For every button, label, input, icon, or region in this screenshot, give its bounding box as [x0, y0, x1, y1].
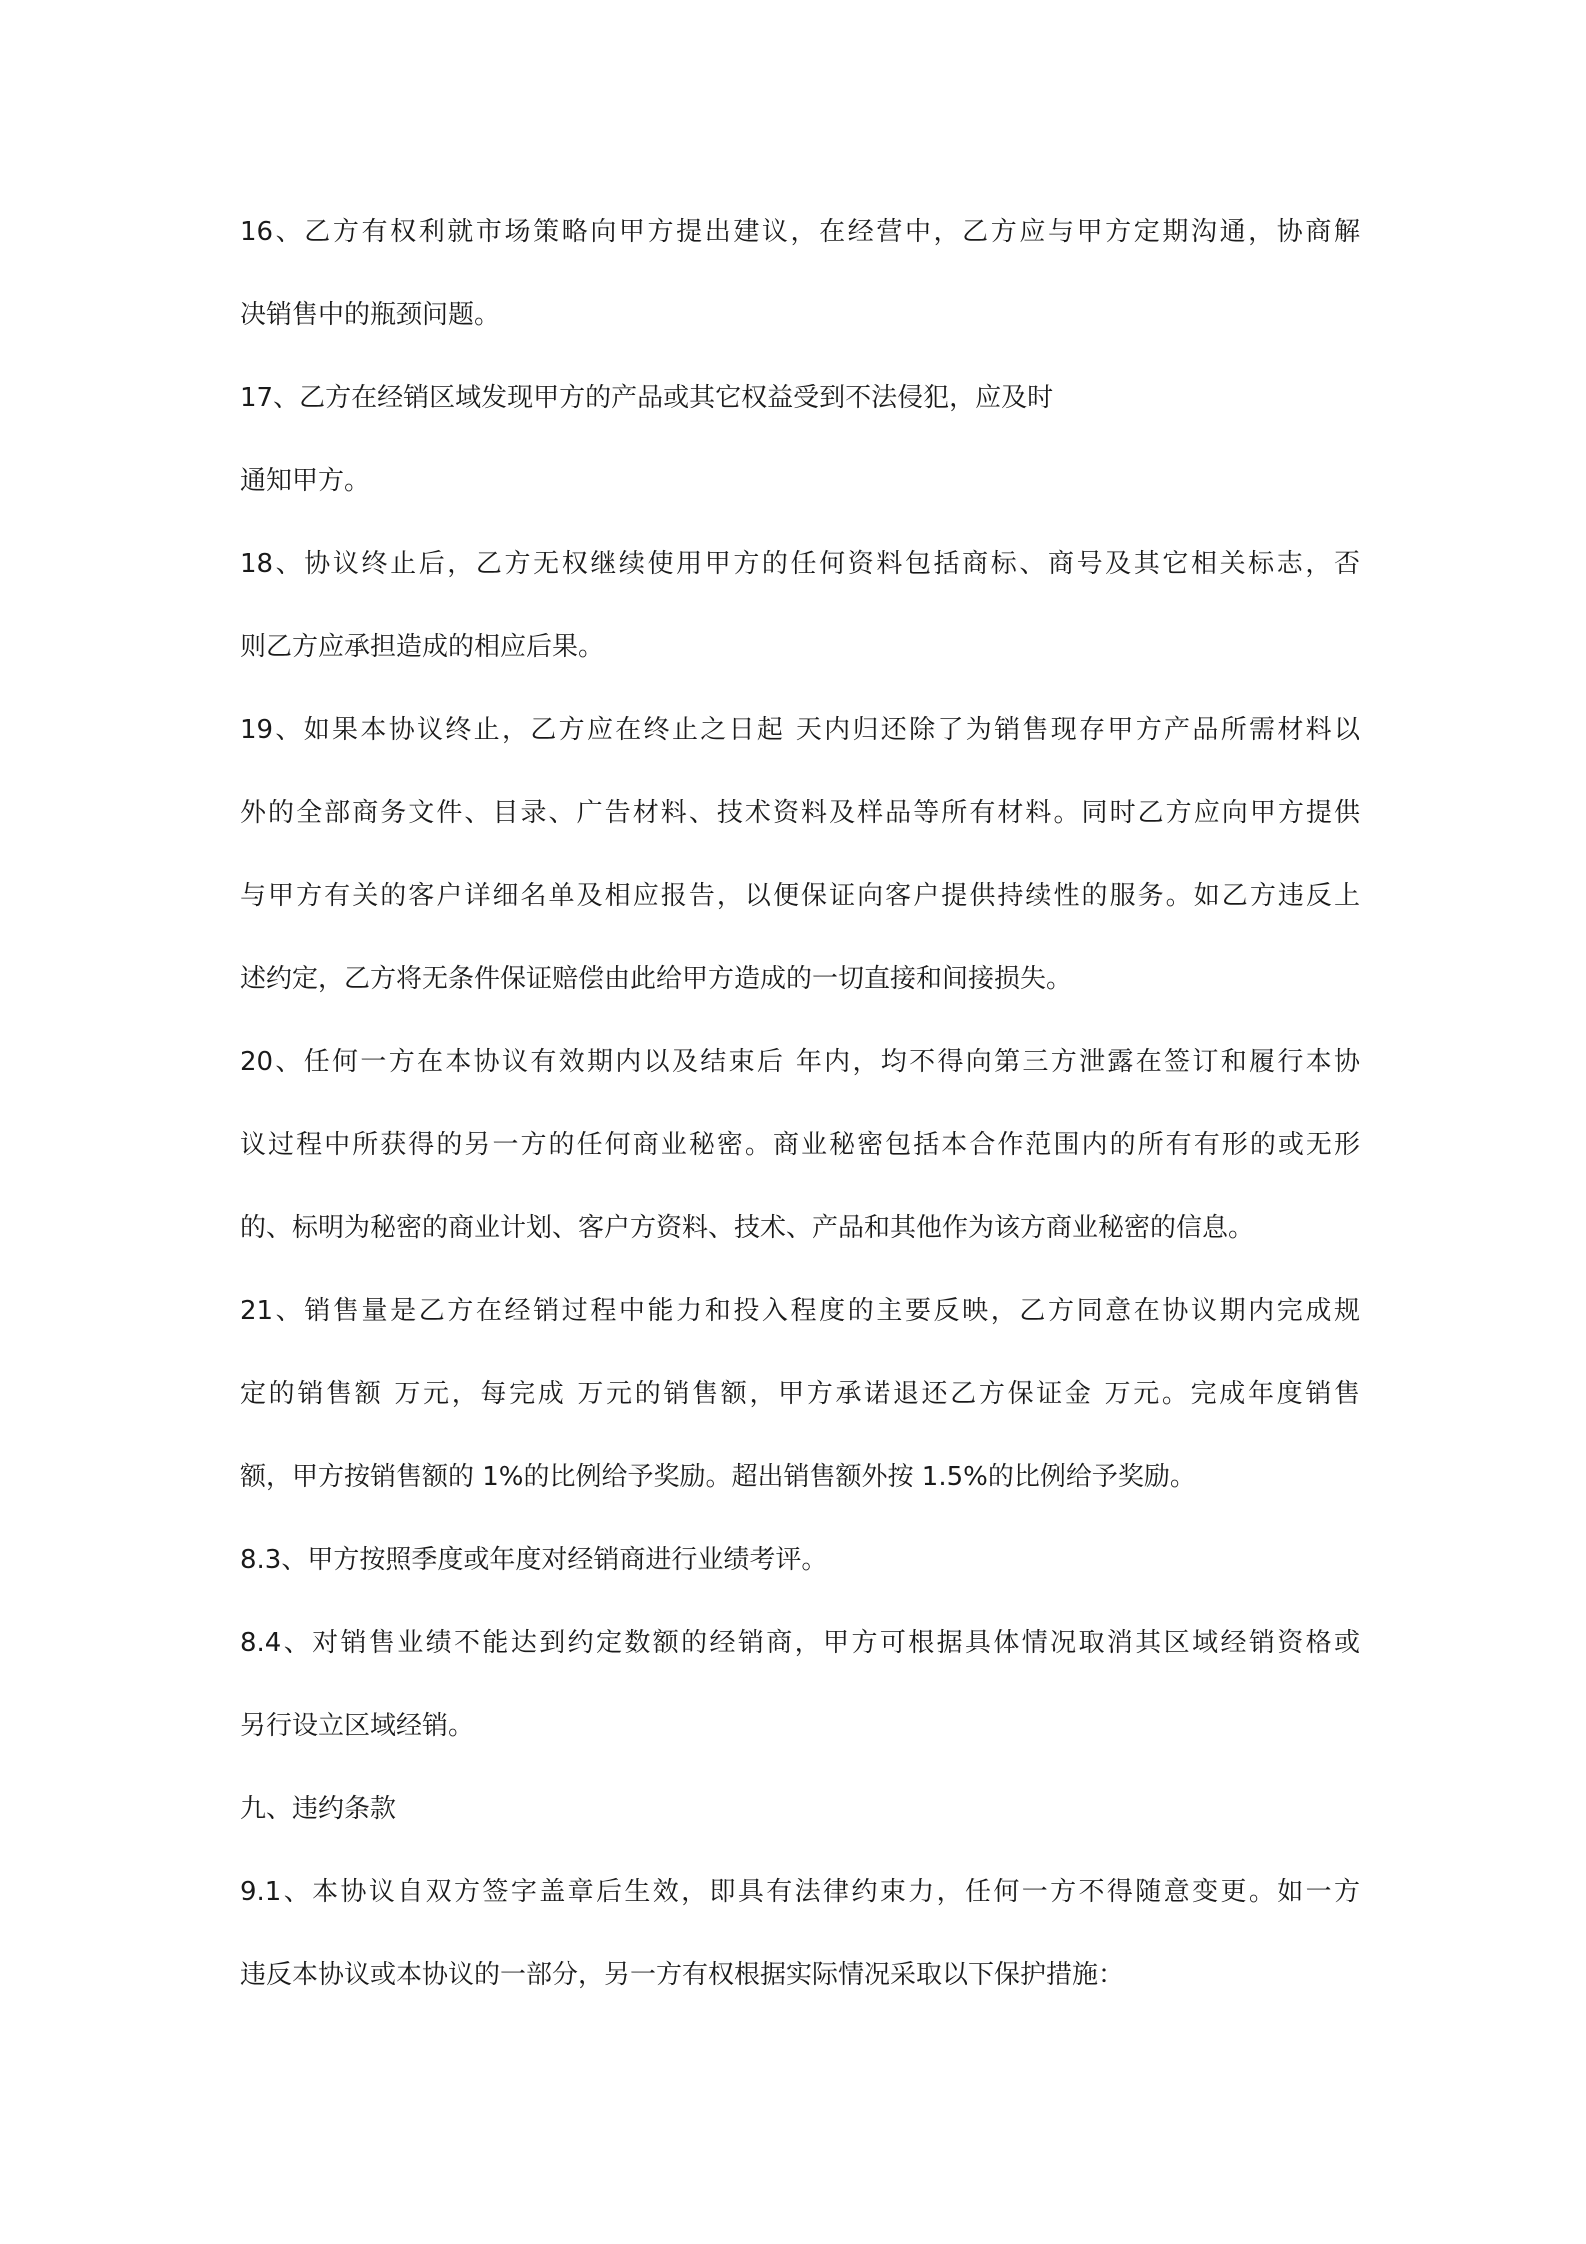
text-line: 额，甲方按销售额的 1%的比例给予奖励。超出销售额外按 1.5%的比例给予奖励。 — [240, 1462, 1196, 1492]
text-line: 述约定，乙方将无条件保证赔偿由此给甲方造成的一切直接和间接损失。 — [240, 964, 1073, 994]
text-line: 违反本协议或本协议的一部分，另一方有权根据实际情况采取以下保护措施： — [240, 1960, 1125, 1990]
text-line: 与甲方有关的客户详细名单及相应报告，以便保证向客户提供持续性的服务。如乙方违反上 — [240, 881, 1360, 911]
text-line: 19、如果本协议终止，乙方应在终止之日起 天内归还除了为销售现存甲方产品所需材料以 — [240, 715, 1360, 745]
text-line: 通知甲方。 — [240, 466, 371, 496]
text-line: 决销售中的瓶颈问题。 — [240, 300, 501, 330]
text-line: 16、乙方有权利就市场策略向甲方提出建议，在经营中，乙方应与甲方定期沟通，协商解 — [240, 217, 1360, 247]
text-line: 另行设立区域经销。 — [240, 1711, 475, 1741]
text-line: 8.3、甲方按照季度或年度对经销商进行业绩考评。 — [240, 1545, 828, 1575]
text-line: 议过程中所获得的另一方的任何商业秘密。商业秘密包括本合作范围内的所有有形的或无形 — [240, 1130, 1360, 1160]
text-line: 9.1、本协议自双方签字盖章后生效，即具有法律约束力，任何一方不得随意变更。如一方 — [240, 1877, 1360, 1907]
text-line: 17、乙方在经销区域发现甲方的产品或其它权益受到不法侵犯，应及时 — [240, 383, 1054, 413]
text-line: 8.4、对销售业绩不能达到约定数额的经销商，甲方可根据具体情况取消其区域经销资格或 — [240, 1628, 1360, 1658]
section-heading: 九、违约条款 — [240, 1794, 397, 1824]
text-line: 21、销售量是乙方在经销过程中能力和投入程度的主要反映，乙方同意在协议期内完成规 — [240, 1296, 1360, 1326]
text-line: 定的销售额 万元，每完成 万元的销售额，甲方承诺退还乙方保证金 万元。完成年度销售 — [240, 1379, 1360, 1409]
text-line: 则乙方应承担造成的相应后果。 — [240, 632, 605, 662]
text-line: 20、任何一方在本协议有效期内以及结束后 年内，均不得向第三方泄露在签订和履行本协 — [240, 1047, 1360, 1077]
text-line: 的、标明为秘密的商业计划、客户方资料、技术、产品和其他作为该方商业秘密的信息。 — [240, 1213, 1255, 1243]
text-line: 18、协议终止后，乙方无权继续使用甲方的任何资料包括商标、商号及其它相关标志，否 — [240, 549, 1360, 579]
text-line: 外的全部商务文件、目录、广告材料、技术资料及样品等所有材料。同时乙方应向甲方提供 — [240, 798, 1360, 828]
